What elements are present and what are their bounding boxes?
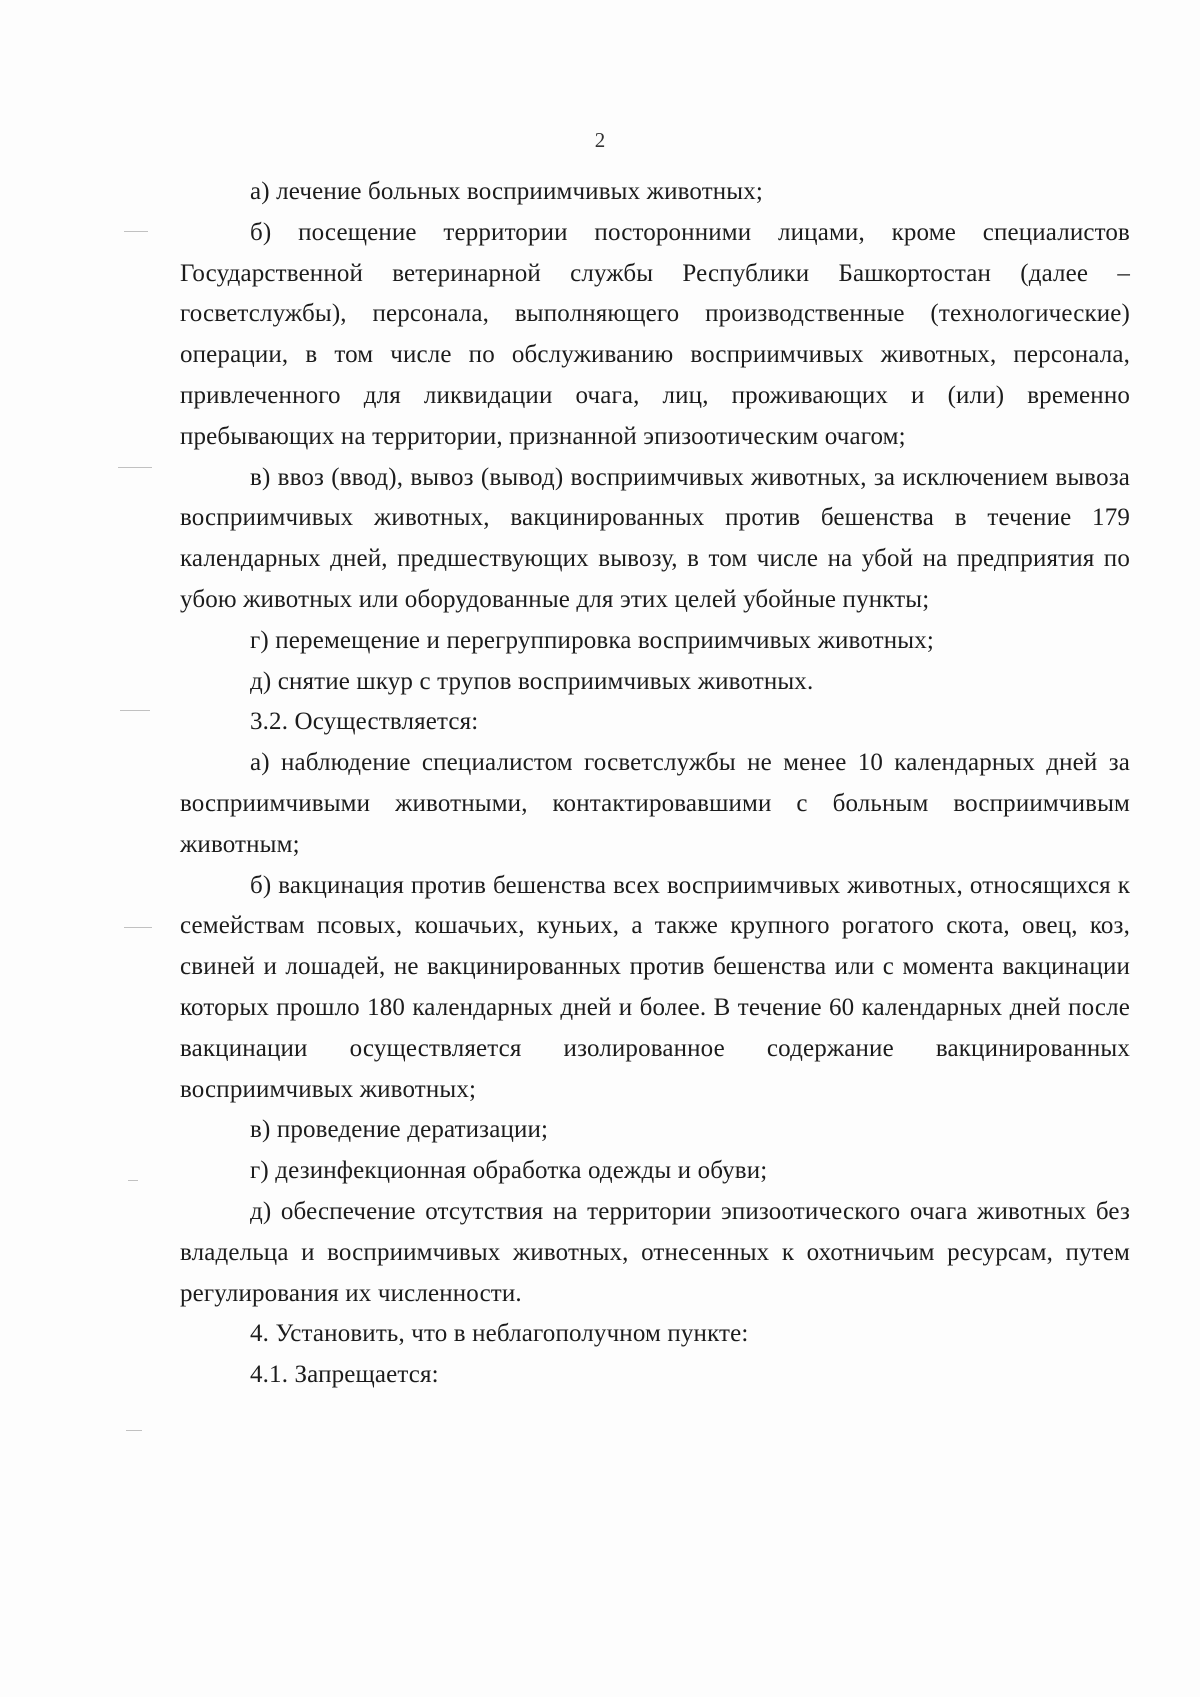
scan-mark [120, 710, 150, 711]
paragraph-4-1-heading: 4.1. Запрещается: [250, 1361, 439, 1389]
scan-mark [128, 1180, 138, 1181]
scan-mark [118, 467, 152, 468]
paragraph-3-2-b: б) вакцинация против бешенства всех восприимчивых животных, относящихся к семействам псовых, кошачьих, куньих, а также крупного рогатого скота, овец, коз, свиней и лошадей, не вакцинированных против бешенства или с момента вакцинации которых прошло 180 календарных дней и более. В течение 60 календарных дней после вакцинации осуществляется изолированное содержание вакцинированных восприимчивых животных; [180, 871, 1130, 1103]
document-body [180, 172, 1130, 1396]
paragraph-3-2-a: а) наблюдение специалистом госветслужбы не менее 10 календарных дней за восприимчивыми животными, контактировавшими с больным восприимчивым животным; [180, 749, 1130, 858]
page-number: 2 [594, 128, 606, 152]
paragraph-4-heading: 4. Установить, что в неблагополучном пункте: [250, 1320, 749, 1348]
paragraph-3-1-a: а) лечение больных восприимчивых животных; [250, 178, 764, 205]
paragraph-3-2-v: в) проведение дератизации; [250, 1116, 549, 1144]
paragraph-3-1-v: в) ввоз (ввод), вывоз (вывод) восприимчивых животных, за исключением вывоза восприимчивых животных, вакцинированных против бешенства в течение 179 календарных дней, предшествующих вывозу, в том числе на убой на предприятия по убою животных или оборудованные для этих целей убойные пункты; [180, 463, 1130, 613]
paragraph-3-2-heading: 3.2. Осуществляется: [250, 708, 479, 736]
paragraph-3-1-g: г) перемещение и перегруппировка восприимчивых животных; [250, 626, 934, 654]
scan-mark [124, 927, 152, 928]
paragraph-3-1-b: б) посещение территории посторонними лицами, кроме специалистов Государственной ветеринарной службы Республики Башкортостан (далее – госветслужбы), персонала, выполняющего производственные (технологические) операции, в том числе по обслуживанию восприимчивых животных, персонала, привлеченного для ликвидации очага, лиц, проживающих и (или) временно пребывающих на территории, признанной эпизоотическим очагом; [180, 218, 1130, 450]
paragraph-3-2-d: д) обеспечение отсутствия на территории эпизоотического очага животных без владельца и восприимчивых животных, отнесенных к охотничьим ресурсам, путем регулирования их численности. [180, 1197, 1130, 1307]
scan-mark [126, 1430, 142, 1431]
scan-mark [124, 231, 148, 232]
paragraph-3-1-d: д) снятие шкур с трупов восприимчивых животных. [250, 667, 814, 695]
paragraph-3-2-g: г) дезинфекционная обработка одежды и обуви; [250, 1157, 768, 1185]
